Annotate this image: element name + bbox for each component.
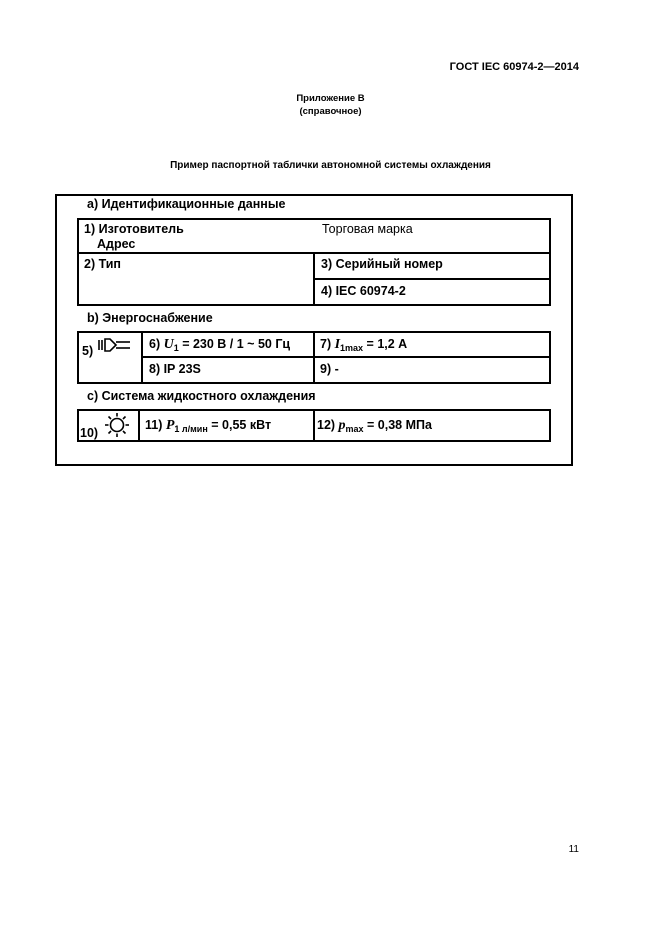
current-symbol: I	[334, 337, 341, 352]
type-label: 2) Тип	[84, 257, 121, 271]
item-12-pressure	[317, 418, 432, 436]
pressure-subscript: max	[345, 424, 364, 434]
power-symbol: P	[165, 418, 175, 433]
example-title: Пример паспортной таблички автономной системы охлаждения	[170, 160, 491, 171]
power-subscript: 1 л/мин	[174, 424, 208, 434]
standard-label: 4) IEC 60974-2	[321, 284, 406, 298]
page-number: 11	[568, 844, 579, 855]
item-6-prefix: 6)	[149, 337, 164, 351]
voltage-value: = 230 В / 1 ~ 50 Гц	[178, 337, 291, 351]
plug-icon	[98, 337, 132, 353]
annex-heading	[0, 92, 661, 118]
power-value: = 0,55 кВт	[207, 418, 272, 432]
trademark-label: Торговая марка	[322, 222, 413, 236]
standard-designation: ГОСТ IEC 60974-2—2014	[449, 61, 579, 73]
annex-subtitle: (справочное)	[299, 106, 362, 117]
item-9-label: 9) -	[320, 362, 339, 376]
voltage-subscript: 1	[173, 343, 179, 353]
item-11-power	[145, 418, 271, 436]
pressure-value: = 0,38 МПа	[363, 418, 432, 432]
item-7-prefix: 7)	[320, 337, 335, 351]
section-a-heading: а) Идентификационные данные	[87, 197, 286, 211]
section-c-heading: с) Система жидкостного охлаждения	[87, 389, 316, 403]
section-b-heading: b) Энергоснабжение	[87, 311, 213, 325]
item-5-label: 5)	[82, 344, 94, 358]
current-value: = 1,2 А	[363, 337, 408, 351]
voltage-symbol: U	[163, 337, 174, 352]
column-divider	[138, 409, 140, 442]
annex-title: Приложение В	[296, 93, 365, 104]
current-subscript: 1max	[340, 343, 364, 353]
cooling-icon	[104, 412, 130, 438]
pressure-symbol: p	[338, 418, 346, 433]
item-12-prefix: 12)	[317, 418, 339, 432]
item-11-prefix: 11)	[145, 418, 166, 432]
item-6-voltage	[149, 337, 290, 355]
item-7-current	[320, 337, 407, 355]
item-10-label: 10)	[80, 426, 99, 440]
column-divider	[313, 409, 315, 442]
serial-number-label: 3) Серийный номер	[321, 257, 443, 271]
address-label: Адрес	[97, 237, 136, 251]
row-divider	[141, 356, 551, 358]
manufacturer-label: 1) Изготовитель	[84, 222, 184, 236]
cell-divider	[313, 278, 551, 280]
item-8-protection: 8) IP 23S	[149, 362, 201, 376]
